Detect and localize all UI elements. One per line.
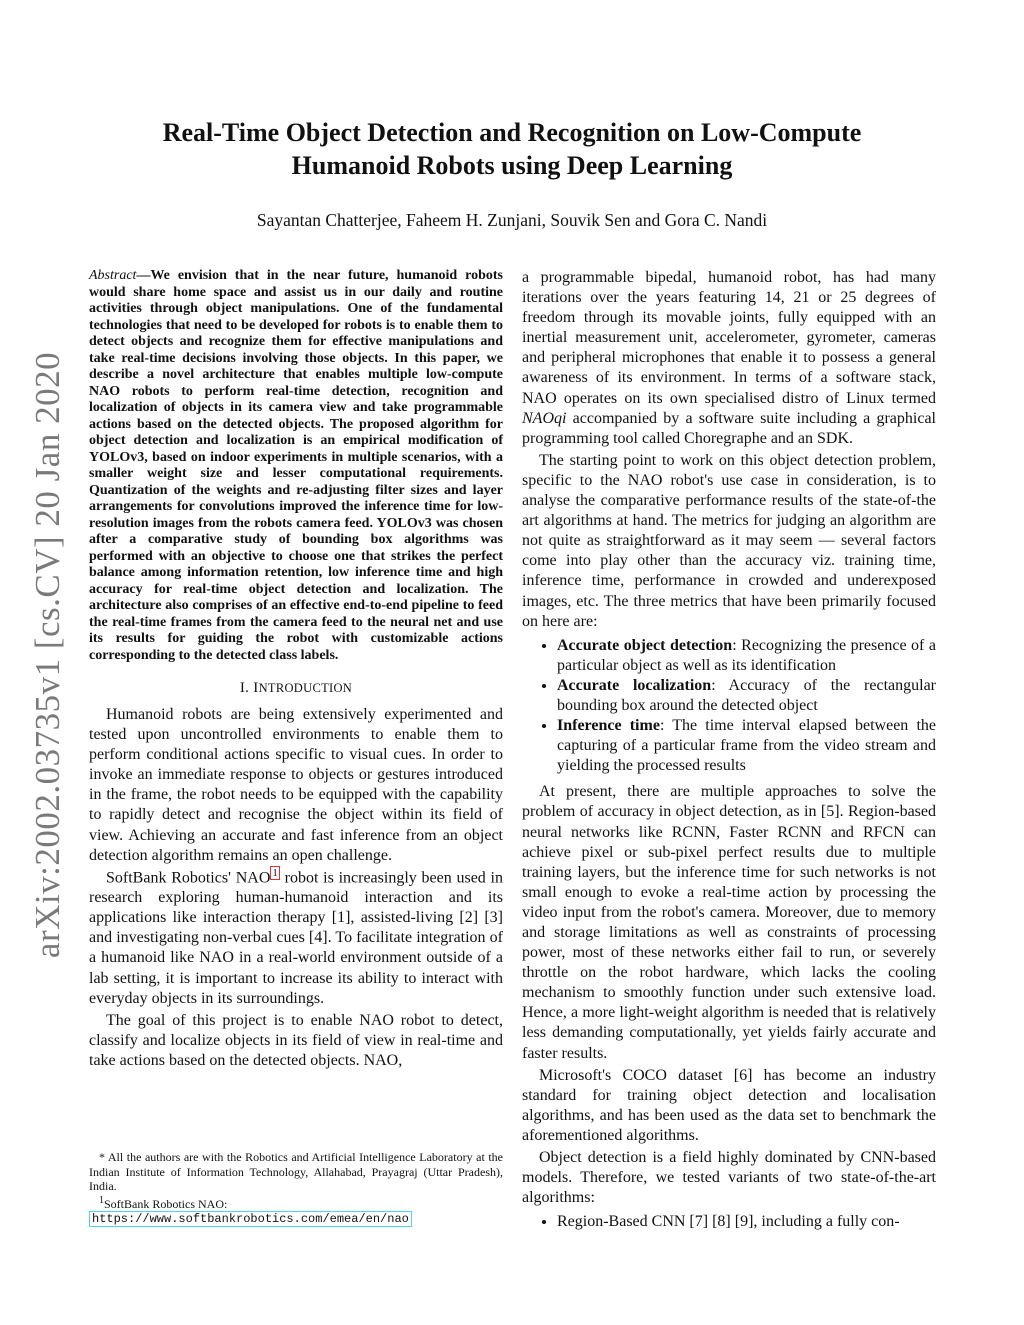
list-item-text: : Accuracy of the rectangular bounding box around the detected object [557, 676, 936, 714]
footnote-mark: 1 [99, 1194, 104, 1206]
footnote-affiliation: * All the authors are with the Robotics and Artificial Intelligence Laboratory at the Indian Institute of Information Technology, Allahabad, Prayagraj (Uttar Pradesh), India. [89, 1150, 503, 1194]
section-heading-introduction [89, 680, 503, 697]
list-item [557, 676, 936, 716]
algorithms-list [522, 1212, 936, 1232]
abstract-dash: — [136, 268, 151, 283]
footnote-nao-text: SoftBank Robotics NAO: [104, 1196, 228, 1211]
list-item-text: : The time interval elapsed between the capturing of a particular frame from the video stream and yielding the processed results [557, 717, 936, 775]
left-column [89, 268, 503, 1073]
abstract-label: Abstract [89, 268, 137, 283]
intro-paragraph-2-end: robot is increasingly been used in research exploring human-humanoid interaction and its applications like interaction therapy [1], assisted-living [2] [3] and investigating non-verbal cues [4]. To facilitate integration of a humanoid like NAO in a real-world environment outside of a lab setting, it is important to increase its ability to interact with everyday objects in its surroundings. [89, 869, 503, 1007]
list-item-bold: Accurate object detection [557, 636, 733, 654]
intro-paragraph-2 [89, 868, 503, 1009]
title-line-2: Humanoid Robots using Deep Learning [291, 151, 733, 180]
footnote-url-link[interactable]: https://www.softbankrobotics.com/emea/en/nao [89, 1211, 412, 1227]
list-item-bold: Inference time [557, 717, 660, 735]
intro-paragraph-1: Humanoid robots are being extensively experimented and tested upon uncontrolled environments to enable them to perform conditional actions specific to visual cues. In order to invoke an immediate response to objects or gestures introduced in the frame, the robot needs to be equipped with the capability to rapidly detect and recognise the object within its field of view. Achieving an accurate and fast inference from an object detection algorithm remains an open challenge. [89, 706, 503, 864]
section-title-initial: I [253, 680, 259, 696]
author-list: Sayantan Chatterjee, Faheem H. Zunjani, Souvik Sen and Gora C. Nandi [256, 210, 768, 230]
list-item [557, 716, 936, 776]
intro-paragraph-3: The goal of this project is to enable NAO robot to detect, classify and localize objects in its field of view in real-time and take actions based on the detected objects. NAO, [89, 1011, 503, 1069]
abstract [89, 268, 503, 664]
nao-description-paragraph [522, 268, 936, 449]
nao-description-end: accompanied by a software suite including a graphical programming tool called Choregraphe and an SDK. [522, 409, 936, 447]
title-line-1: Real-Time Object Detection and Recognition on Low-Compute [162, 118, 862, 147]
naoqi-term: NAOqi [522, 409, 567, 427]
list-item: • Region-Based CNN [7] [8] [9], including a fully con- [557, 1212, 936, 1232]
nao-description-start: a programmable bipedal, humanoid robot, has had many iterations over the years featuring 14, 21 or 25 degrees of freedom through its movable joints, fully equipped with an inertial measurement unit, accelerometer, gyrometer, cameras and peripheral microphones that enable it to possess a general awareness of its environment. In terms of a software stack, NAO operates on its own specialised distro of Linux termed [522, 269, 936, 407]
footnotes [89, 1150, 503, 1227]
arxiv-id-text: arXiv:2002.03735v1 [cs.CV] 20 Jan 2020 [28, 351, 67, 959]
metrics-list [522, 636, 936, 777]
arxiv-watermark [18, 351, 78, 959]
metrics-paragraph: The starting point to work on this object detection problem, specific to the NAO robot's use case in consideration, is to analyse the comparative performance results of the state-of-the art algorithms at hand. The metrics for judging an algorithm are not quite as straightforward as it may seem — several factors come into play other than the accuracy viz. training time, inference time, performance in crowded and underexposed images, etc. The three metrics that have been primarily focused on here are: [522, 451, 936, 630]
cnn-models-paragraph: Object detection is a field highly dominated by CNN-based models. Therefore, we tested variants of two state-of-the-art algorithms: [522, 1149, 936, 1207]
list-item-bold: Accurate localization [557, 676, 712, 694]
footnote-nao [89, 1194, 503, 1227]
coco-paragraph: Microsoft's COCO dataset [6] has become an industry standard for training object detection and localisation algorithms, and has been used as the data set to benchmark the aforementioned algorithms. [522, 1066, 936, 1144]
section-numeral: I. [239, 680, 254, 696]
list-item-text: : Recognizing the presence of a particular object as well as its identification [557, 636, 937, 674]
intro-paragraph-2-start: SoftBank Robotics' NAO [106, 869, 271, 887]
abstract-text: We envision that in the near future, humanoid robots would share home space and assist us in our daily and routine activities through object manipulations. One of the fundamental technologies that need to be developed for robots is to enable them to detect objects and recognize them for effective manipulations and take real-time decisions involving those objects. In this paper, we describe a novel architecture that enables multiple low-compute NAO robots to perform real-time detection, recognition and localization of objects in its camera view and take programmable actions based on the detected objects. The proposed algorithm for object detection and localization is an empirical modification of YOLOv3, based on indoor experiments in multiple scenarios, with a smaller weight size and lesser computational requirements. Quantization of the weights and re-adjusting filter sizes and layer arrangements for convolutions improved the inference time for low-resolution images from the robots camera feed. YOLOv3 was chosen after a comparative study of bounding box algorithms was performed with an objective to choose one that strikes the perfect balance among information retention, low inference time and high accuracy for real-time object detection and localization. The architecture also comprises of an effective end-to-end pipeline to feed the real-time frames from the camera feed to the neural net and use its results for guiding the robot with customizable actions corresponding to the detected class labels. [89, 268, 503, 663]
footnote-reference-link[interactable]: 1 [272, 866, 278, 879]
section-title-rest: NTRODUCTION [258, 681, 353, 695]
paper-title [130, 116, 894, 182]
approaches-paragraph: At present, there are multiple approaches to solve the problem of accuracy in object detection, as in [5]. Region-based neural networks like RCNN, Faster RCNN and RFCN can achieve pixel or sub-pixel perfect results due to multiple training layers, but the inference time for such networks is not small enough to evoke a real-time action by processing the video input from the robot's camera. Moreover, due to memory and storage limitations as well as constraints of processing power, most of these networks either fail to run, or severely throttle on the robot hardware, which lacks the cooling mechanism to smoothly function under such extensive load. Hence, a more light-weight algorithm is needed that is relatively less demanding computationally, yet yields fairly accurate and faster results. [522, 783, 936, 1062]
right-column [522, 268, 936, 1238]
list-item [557, 636, 936, 676]
